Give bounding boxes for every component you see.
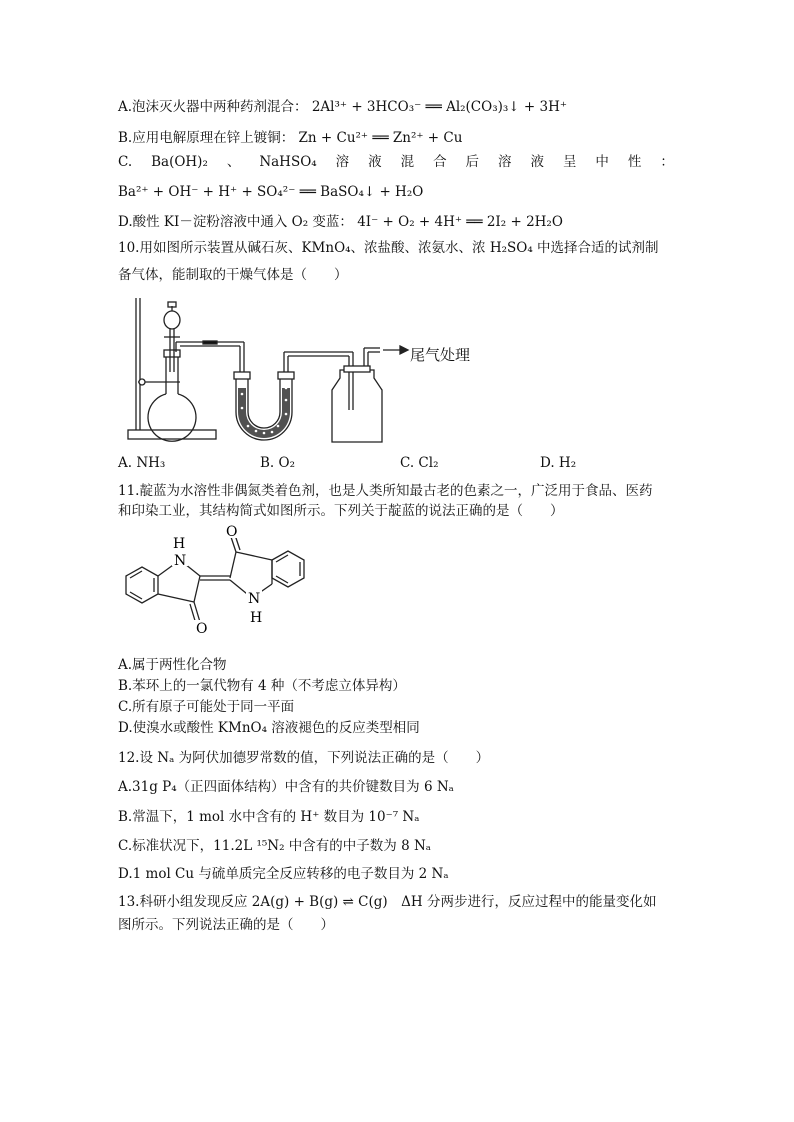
q11-indigo-structure [118, 522, 338, 652]
q9-c-token: 后 [465, 154, 480, 170]
q10-apparatus-figure [118, 290, 498, 450]
q11-option-a: A.属于两性化合物 [118, 657, 227, 673]
q10-option-c: C. Cl₂ [400, 455, 439, 471]
q11-option-c: C.所有原子可能处于同一平面 [118, 699, 295, 715]
h-atom-top: H [173, 536, 186, 552]
q10-tail-label: 尾气处理 [410, 346, 471, 364]
q12-option-b: B.常温下，1 mol 水中含有的 H⁺ 数目为 10⁻⁷ Nₐ [118, 809, 420, 825]
q10-option-d: D. H₂ [540, 455, 577, 471]
q12-option-d: D.1 mol Cu 与硫单质完全反应转移的电子数目为 2 Nₐ [118, 866, 449, 882]
q10-options [118, 455, 678, 475]
q11-option-b: B.苯环上的一氯代物有 4 种（不考虑立体异构） [118, 678, 406, 694]
h-atom-bottom: H [250, 610, 263, 626]
q9-c-token: C. [118, 154, 133, 170]
q9-c-token: 、 [226, 154, 241, 170]
q11-stem-line1: 11.靛蓝为水溶性非偶氮类着色剂，也是人类所知最古老的色素之一，广泛用于食品、医药 [118, 483, 653, 499]
q9-option-c-equation: Ba²⁺ + OH⁻ + H⁺ + SO₄²⁻ ══ BaSO₄↓ + H₂O [118, 184, 424, 200]
q9-c-token: ： [660, 154, 674, 170]
q9-c-token: 液 [368, 154, 382, 170]
q9-c-token: 中 [595, 154, 609, 170]
q9-c-token: 溶 [335, 154, 350, 170]
q9-c-token: Ba(OH)₂ [151, 154, 208, 170]
q12-option-a: A.31g P₄（正四面体结构）中含有的共价键数目为 6 Nₐ [118, 779, 454, 795]
q12-stem: 12.设 Nₐ 为阿伏加德罗常数的值，下列说法正确的是（ ） [118, 750, 490, 766]
q9-c-token: 液 [530, 154, 544, 170]
q9-option-b-label: B.应用电解原理在锌上镀铜： [118, 130, 295, 146]
q9-option-a-equation: 2Al³⁺ + 3HCO₃⁻ ══ Al₂(CO₃)₃↓ + 3H⁺ [311, 99, 567, 115]
q9-c-token: 呈 [562, 154, 577, 170]
q9-option-a [118, 97, 567, 117]
q11-option-d: D.使溴水或酸性 KMnO₄ 溶液褪色的反应类型相同 [118, 720, 420, 736]
q13-stem-line1: 13.科研小组发现反应 2A(g) + B(g) ⇌ C(g) ΔH 分两步进行，反应过程中的能量变化如 [118, 894, 657, 910]
q9-c-token: 混 [400, 154, 415, 170]
q13-stem-line2: 图所示。下列说法正确的是（ ） [118, 917, 334, 933]
q9-option-b [118, 128, 462, 148]
n-atom-top: N [174, 553, 187, 569]
n-atom-bottom: N [248, 591, 261, 607]
q9-option-a-label: A.泡沫灭火器中两种药剂混合： [118, 99, 308, 115]
q9-c-token: 性 [627, 154, 642, 170]
q9-option-d-label: D.酸性 KI－淀粉溶液中通入 O₂ 变蓝： [118, 214, 353, 230]
q9-c-token: 溶 [498, 154, 512, 170]
q11-stem-line2: 和印染工业，其结构简式如图所示。下列关于靛蓝的说法正确的是（ ） [118, 503, 564, 519]
q10-stem-line1: 10.用如图所示装置从碱石灰、KMnO₄、浓盐酸、浓氨水、浓 H₂SO₄ 中选择合适的试剂制 [118, 240, 659, 256]
q10-option-a: A. NH₃ [118, 455, 166, 471]
q9-c-token: NaHSO₄ [259, 154, 317, 170]
q9-option-c-line1 [118, 152, 674, 172]
q10-option-b: B. O₂ [260, 455, 295, 471]
q9-option-b-equation: Zn + Cu²⁺ ══ Zn²⁺ + Cu [298, 130, 463, 146]
q9-option-d [118, 212, 563, 232]
q12-option-c: C.标准状况下，11.2L ¹⁵N₂ 中含有的中子数为 8 Nₐ [118, 838, 431, 854]
o-atom-top: O [226, 524, 238, 540]
q9-option-d-equation: 4I⁻ + O₂ + 4H⁺ ══ 2I₂ + 2H₂O [357, 214, 563, 230]
q10-stem-line2: 备气体，能制取的干燥气体是（ ） [118, 267, 348, 283]
o-atom-bottom: O [196, 621, 208, 637]
q9-c-token: 合 [433, 154, 447, 170]
